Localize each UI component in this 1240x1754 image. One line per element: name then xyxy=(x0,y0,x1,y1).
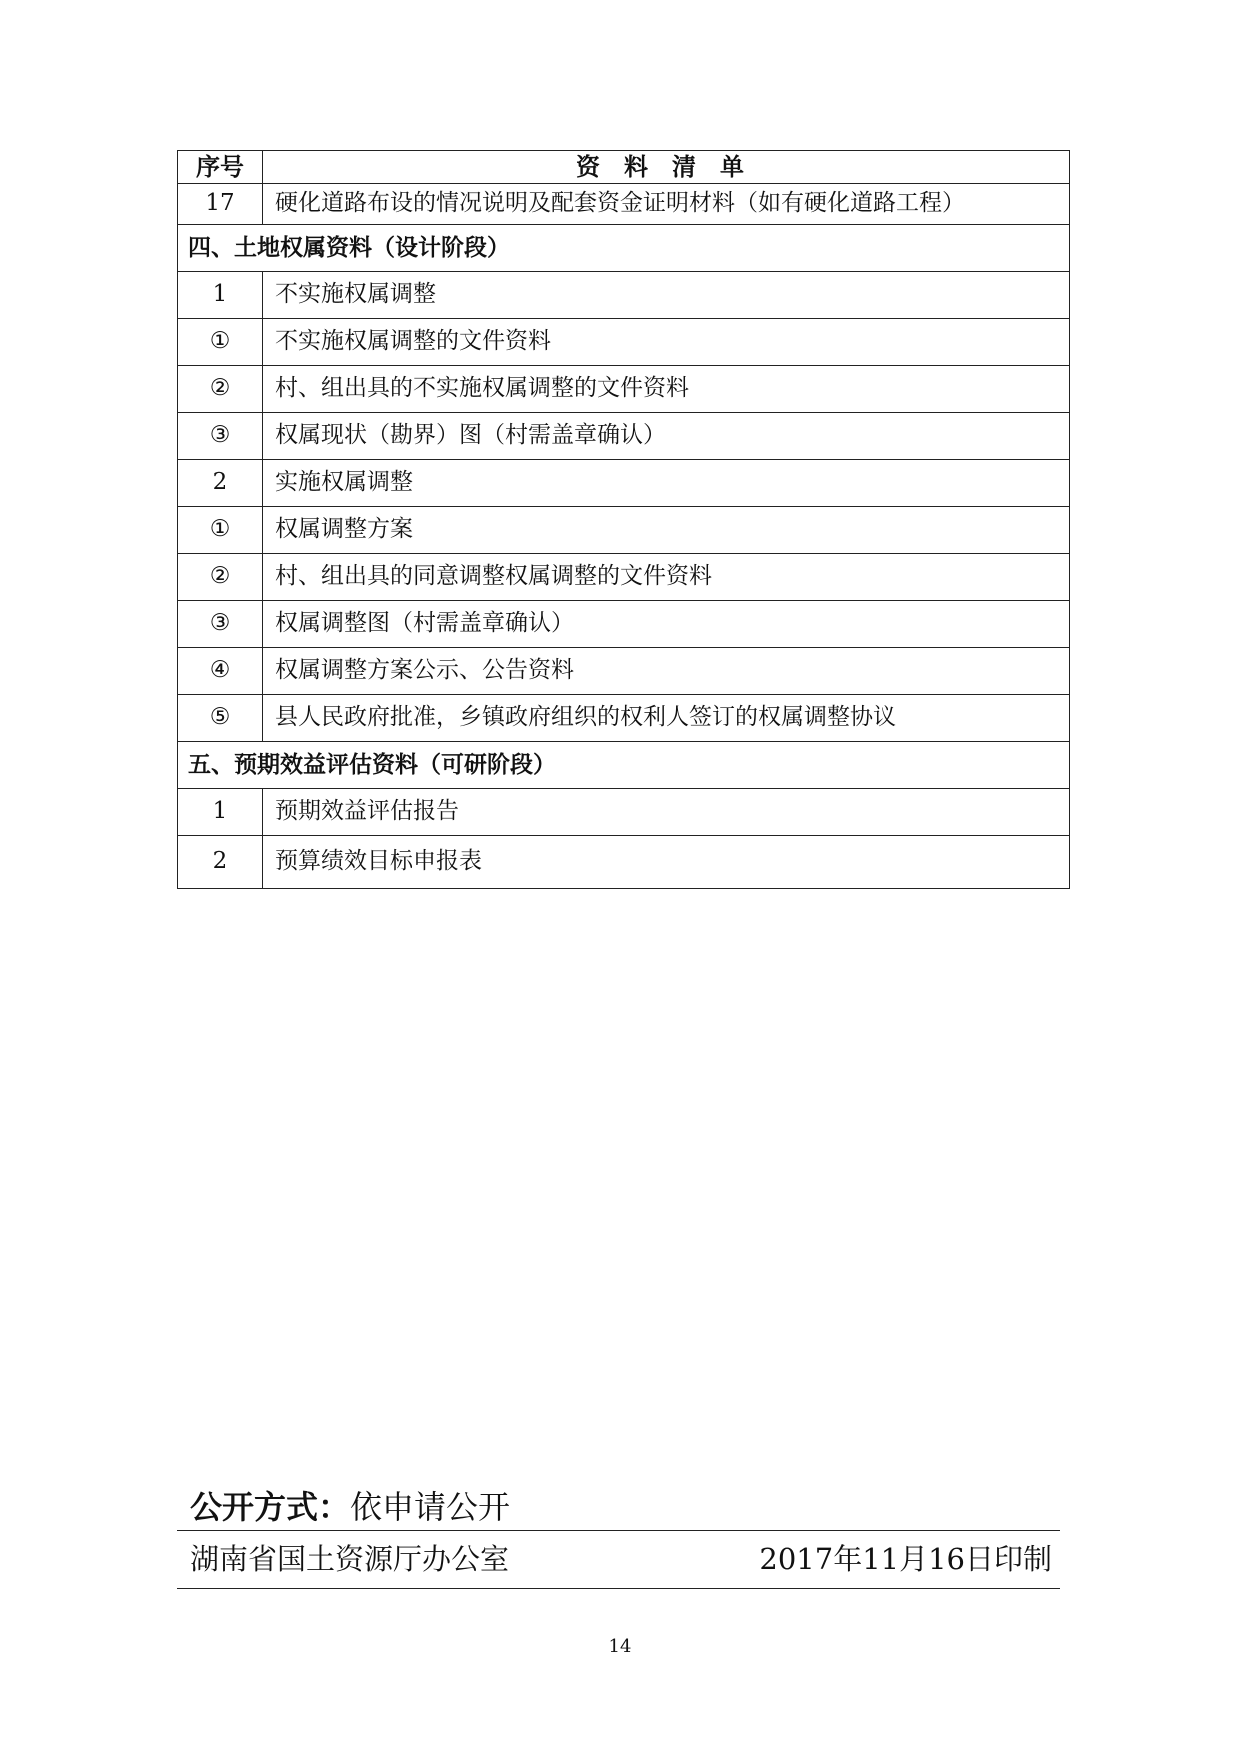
section-title: 五、预期效益评估资料（可研阶段） xyxy=(178,742,1070,789)
print-date: 2017年11月16日印制 xyxy=(759,1542,1052,1576)
table-row xyxy=(178,601,1070,648)
row-number: ④ xyxy=(178,648,263,695)
disclosure-label: 公开方式： xyxy=(190,1488,351,1526)
table-header-row xyxy=(178,151,1070,184)
row-number: 2 xyxy=(178,836,263,889)
table-row xyxy=(178,366,1070,413)
table-row xyxy=(178,272,1070,319)
header-serial-number: 序号 xyxy=(178,151,263,184)
table-row xyxy=(178,413,1070,460)
row-text: 权属调整方案公示、公告资料 xyxy=(263,648,1070,695)
row-number: ② xyxy=(178,554,263,601)
table-row xyxy=(178,460,1070,507)
materials-table xyxy=(177,150,1070,889)
table-row xyxy=(178,554,1070,601)
table-row xyxy=(178,648,1070,695)
section-title: 四、土地权属资料（设计阶段） xyxy=(178,225,1070,272)
table-row xyxy=(178,319,1070,366)
row-text: 不实施权属调整 xyxy=(263,272,1070,319)
row-text: 县人民政府批准，乡镇政府组织的权利人签订的权属调整协议 xyxy=(263,695,1070,742)
row-text: 权属调整图（村需盖章确认） xyxy=(263,601,1070,648)
row-number: ① xyxy=(178,319,263,366)
row-number: ② xyxy=(178,366,263,413)
row-text: 预算绩效目标申报表 xyxy=(263,836,1070,889)
table-row xyxy=(178,184,1070,225)
row-number: 1 xyxy=(178,789,263,836)
row-text: 预期效益评估报告 xyxy=(263,789,1070,836)
table-row xyxy=(178,695,1070,742)
row-text: 村、组出具的不实施权属调整的文件资料 xyxy=(263,366,1070,413)
page-number: 14 xyxy=(608,1636,632,1657)
table-row xyxy=(178,507,1070,554)
header-materials-list: 资料清单 xyxy=(263,151,1070,184)
table-row xyxy=(178,836,1070,889)
footer-rule-bottom xyxy=(177,1588,1060,1589)
row-number: ⑤ xyxy=(178,695,263,742)
disclosure-method xyxy=(190,1482,510,1528)
issuing-office: 湖南省国土资源厅办公室 xyxy=(190,1542,510,1576)
footer-rule-top xyxy=(177,1530,1060,1531)
row-number: 17 xyxy=(178,184,263,225)
row-number: ③ xyxy=(178,413,263,460)
row-text: 权属调整方案 xyxy=(263,507,1070,554)
row-number: ① xyxy=(178,507,263,554)
row-number: ③ xyxy=(178,601,263,648)
row-text: 村、组出具的同意调整权属调整的文件资料 xyxy=(263,554,1070,601)
disclosure-value: 依申请公开 xyxy=(350,1488,511,1526)
row-text: 硬化道路布设的情况说明及配套资金证明材料（如有硬化道路工程） xyxy=(263,184,1070,225)
row-text: 不实施权属调整的文件资料 xyxy=(263,319,1070,366)
section-row-land-rights xyxy=(178,225,1070,272)
row-number: 2 xyxy=(178,460,263,507)
section-row-benefit-assessment xyxy=(178,742,1070,789)
row-text: 权属现状（勘界）图（村需盖章确认） xyxy=(263,413,1070,460)
table-row xyxy=(178,789,1070,836)
row-text: 实施权属调整 xyxy=(263,460,1070,507)
row-number: 1 xyxy=(178,272,263,319)
